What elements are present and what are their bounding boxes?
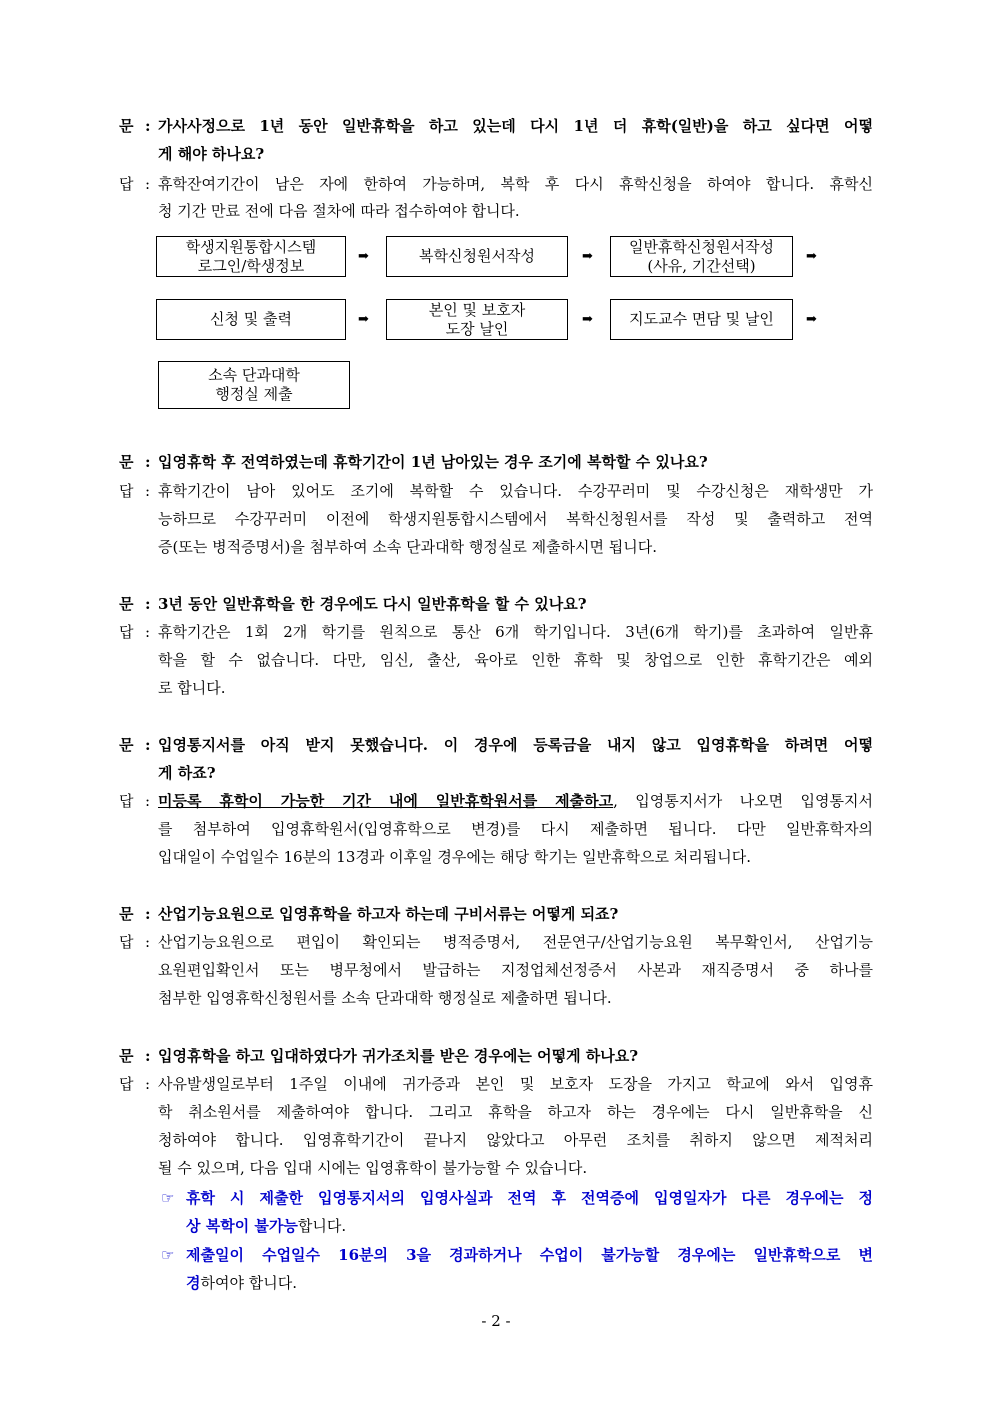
note-line — [0, 1212, 992, 1240]
pointing-hand-icon: ☞ — [161, 1189, 175, 1207]
answer-line: 답 : 휴학기간이 남아 있어도 조기에 복학할 수 있습니다. 수강꾸러미 및 수강신청은 재학생만 가 — [0, 477, 992, 505]
answer-text: 를 첨부하여 입영휴학원서(입영휴학으로 변경)를 다시 제출하면 됩니다. 다만 일반휴학자의 — [158, 820, 873, 838]
answer-line — [0, 674, 992, 702]
answer-line — [0, 843, 992, 871]
question-line: 문 : 가사사정으로 1년 동안 일반휴학을 하고 있는데 다시 1년 더 휴학(일반)을 하고 싶다면 어떻 — [0, 112, 992, 140]
question-text: 입영통지서를 아직 받지 못했습니다. 이 경우에 등록금을 내지 않고 입영휴학을 하려면 어떻 — [158, 736, 873, 754]
arrow-right-icon: ➡ — [582, 249, 593, 264]
page-number: - 2 - — [481, 1312, 511, 1330]
answer-text: 요원편입확인서 또는 병무청에서 발급하는 지정업체선정증서 사본과 재직증명서 중 하나를 — [158, 961, 873, 979]
answer-text: 학 취소원서를 제출하여야 합니다. 그리고 휴학을 하고자 하는 경우에는 다시 일반휴학을 신 — [158, 1103, 873, 1121]
answer-line — [0, 505, 992, 533]
answer-marker: 답 — [119, 1075, 134, 1093]
answer-text: 사유발생일로부터 1주일 이내에 귀가증과 본인 및 보호자 도장을 가지고 학교에 와서 입영휴 — [158, 1075, 873, 1093]
question-marker: 문 — [119, 736, 134, 754]
note-text: 제출일이 수업일수 16분의 3을 경과하거나 수업이 불가능할 경우에는 일반휴학으로 변 — [186, 1246, 873, 1264]
answer-text: 청하여야 합니다. 입영휴학기간이 끝나지 않았다고 아무런 조치를 취하지 않으면 제적처리 — [158, 1131, 873, 1149]
note-line — [0, 1269, 992, 1297]
answer-line: 답 : 산업기능요원으로 편입이 확인되는 병적증명서, 전문연구/산업기능요원 복무확인서, 산업기능 — [0, 928, 992, 956]
question-line: 문 : 3년 동안 일반휴학을 한 경우에도 다시 일반휴학을 할 수 있나요? — [0, 590, 992, 618]
answer-emphasis: 미등록 휴학이 가능한 기간 내에 일반휴학원서를 제출하고 — [158, 792, 614, 810]
answer-marker: 답 — [119, 623, 134, 641]
question-marker: 문 — [119, 453, 134, 471]
answer-text: 미등록 휴학이 가능한 기간 내에 일반휴학원서를 제출하고, 입영통지서가 나오면 입영통지서 — [158, 792, 873, 810]
arrow-right-icon: ➡ — [582, 312, 593, 327]
answer-line: 답 : 휴학잔여기간이 남은 자에 한하여 가능하며, 복학 후 다시 휴학신청을 하여야 합니다. 휴학신 — [0, 170, 992, 198]
question-text: 3년 동안 일반휴학을 한 경우에도 다시 일반휴학을 할 수 있나요? — [158, 595, 587, 613]
question-marker: 문 — [119, 595, 134, 613]
arrow-right-icon: ➡ — [806, 312, 817, 327]
answer-line: 답 : 사유발생일로부터 1주일 이내에 귀가증과 본인 및 보호자 도장을 가지고 학교에 와서 입영휴 — [0, 1070, 992, 1098]
answer-marker: 답 — [119, 175, 134, 193]
note-text: 상 복학이 불가능합니다. — [186, 1217, 347, 1235]
question-line: 문 : 입영휴학 후 전역하였는데 휴학기간이 1년 남아있는 경우 조기에 복학할 수 있나요? — [0, 448, 992, 476]
answer-line: 답 : 휴학기간은 1회 2개 학기를 원칙으로 통산 6개 학기입니다. 3년(6개 학기)를 초과하여 일반휴 — [0, 618, 992, 646]
answer-line — [0, 533, 992, 561]
answer-line — [0, 984, 992, 1012]
question-line — [0, 759, 992, 787]
answer-marker: 답 — [119, 482, 134, 500]
answer-text: 청 기간 만료 전에 다음 절차에 따라 접수하여야 합니다. — [158, 202, 520, 220]
answer-line — [0, 956, 992, 984]
answer-line — [0, 646, 992, 674]
answer-text: 능하므로 수강꾸러미 이전에 학생지원통합시스템에서 복학신청원서를 작성 및 출력하고 전역 — [158, 510, 873, 528]
question-text: 입영휴학 후 전역하였는데 휴학기간이 1년 남아있는 경우 조기에 복학할 수 있나요? — [158, 453, 708, 471]
note-line — [0, 1241, 992, 1269]
question-line — [0, 140, 992, 168]
answer-line — [0, 1154, 992, 1182]
answer-text: 로 합니다. — [158, 679, 226, 697]
flow-step: 학생지원통합시스템 로그인/학생정보 — [156, 236, 346, 277]
arrow-right-icon: ➡ — [358, 312, 369, 327]
flow-step: 본인 및 보호자 도장 날인 — [386, 299, 568, 340]
answer-text: 첨부한 입영휴학신청원서를 소속 단과대학 행정실로 제출하면 됩니다. — [158, 989, 612, 1007]
arrow-right-icon: ➡ — [806, 249, 817, 264]
answer-text: 증(또는 병적증명서)을 첨부하여 소속 단과대학 행정실로 제출하시면 됩니다. — [158, 538, 658, 556]
note-text: 휴학 시 제출한 입영통지서의 입영사실과 전역 후 전역증에 입영일자가 다른 경우에는 정 — [186, 1189, 873, 1207]
question-text: 게 해야 하나요? — [158, 145, 265, 163]
question-text: 게 하죠? — [158, 764, 216, 782]
note-line — [0, 1184, 992, 1212]
answer-text: 산업기능요원으로 편입이 확인되는 병적증명서, 전문연구/산업기능요원 복무확인서, 산업기능 — [158, 933, 873, 951]
answer-line — [0, 1126, 992, 1154]
flow-step: 지도교수 면담 및 날인 — [610, 299, 793, 340]
answer-text: 학을 할 수 없습니다. 다만, 임신, 출산, 육아로 인한 휴학 및 창업으로 인한 휴학기간은 예외 — [158, 651, 873, 669]
answer-line: 답 : 미등록 휴학이 가능한 기간 내에 일반휴학원서를 제출하고, 입영통지서가 나오면 입영통지서 — [0, 787, 992, 815]
answer-text: 될 수 있으며, 다음 입대 시에는 입영휴학이 불가능할 수 있습니다. — [158, 1159, 588, 1177]
question-text: 산업기능요원으로 입영휴학을 하고자 하는데 구비서류는 어떻게 되죠? — [158, 905, 619, 923]
flow-step: 신청 및 출력 — [156, 299, 346, 340]
answer-text: 입대일이 수업일수 16분의 13경과 이후일 경우에는 해당 학기는 일반휴학으로 처리됩니다. — [158, 848, 752, 866]
question-text: 입영휴학을 하고 입대하였다가 귀가조치를 받은 경우에는 어떻게 하나요? — [158, 1047, 639, 1065]
question-marker: 문 — [119, 905, 134, 923]
answer-text: 휴학기간이 남아 있어도 조기에 복학할 수 있습니다. 수강꾸러미 및 수강신청은 재학생만 가 — [158, 482, 873, 500]
question-marker: 문 — [119, 1047, 134, 1065]
flow-step: 일반휴학신청원서작성 (사유, 기간선택) — [610, 236, 793, 277]
answer-line — [0, 815, 992, 843]
answer-line — [0, 197, 992, 225]
answer-marker: 답 — [119, 933, 134, 951]
question-line: 문 : 입영휴학을 하고 입대하였다가 귀가조치를 받은 경우에는 어떻게 하나요? — [0, 1042, 992, 1070]
question-text: 가사사정으로 1년 동안 일반휴학을 하고 있는데 다시 1년 더 휴학(일반)을 하고 싶다면 어떻 — [158, 117, 873, 135]
answer-text: 휴학기간은 1회 2개 학기를 원칙으로 통산 6개 학기입니다. 3년(6개 학기)를 초과하여 일반휴 — [158, 623, 873, 641]
answer-marker: 답 — [119, 792, 134, 810]
flow-step: 복학신청원서작성 — [386, 236, 568, 277]
question-line: 문 : 입영통지서를 아직 받지 못했습니다. 이 경우에 등록금을 내지 않고 입영휴학을 하려면 어떻 — [0, 731, 992, 759]
pointing-hand-icon: ☞ — [161, 1246, 175, 1264]
question-line: 문 : 산업기능요원으로 입영휴학을 하고자 하는데 구비서류는 어떻게 되죠? — [0, 900, 992, 928]
arrow-right-icon: ➡ — [358, 249, 369, 264]
answer-text: 휴학잔여기간이 남은 자에 한하여 가능하며, 복학 후 다시 휴학신청을 하여야 합니다. 휴학신 — [158, 175, 873, 193]
answer-line — [0, 1098, 992, 1126]
flow-step: 소속 단과대학 행정실 제출 — [158, 361, 350, 409]
note-text: 경하여야 합니다. — [186, 1274, 297, 1292]
question-marker: 문 — [119, 117, 134, 135]
